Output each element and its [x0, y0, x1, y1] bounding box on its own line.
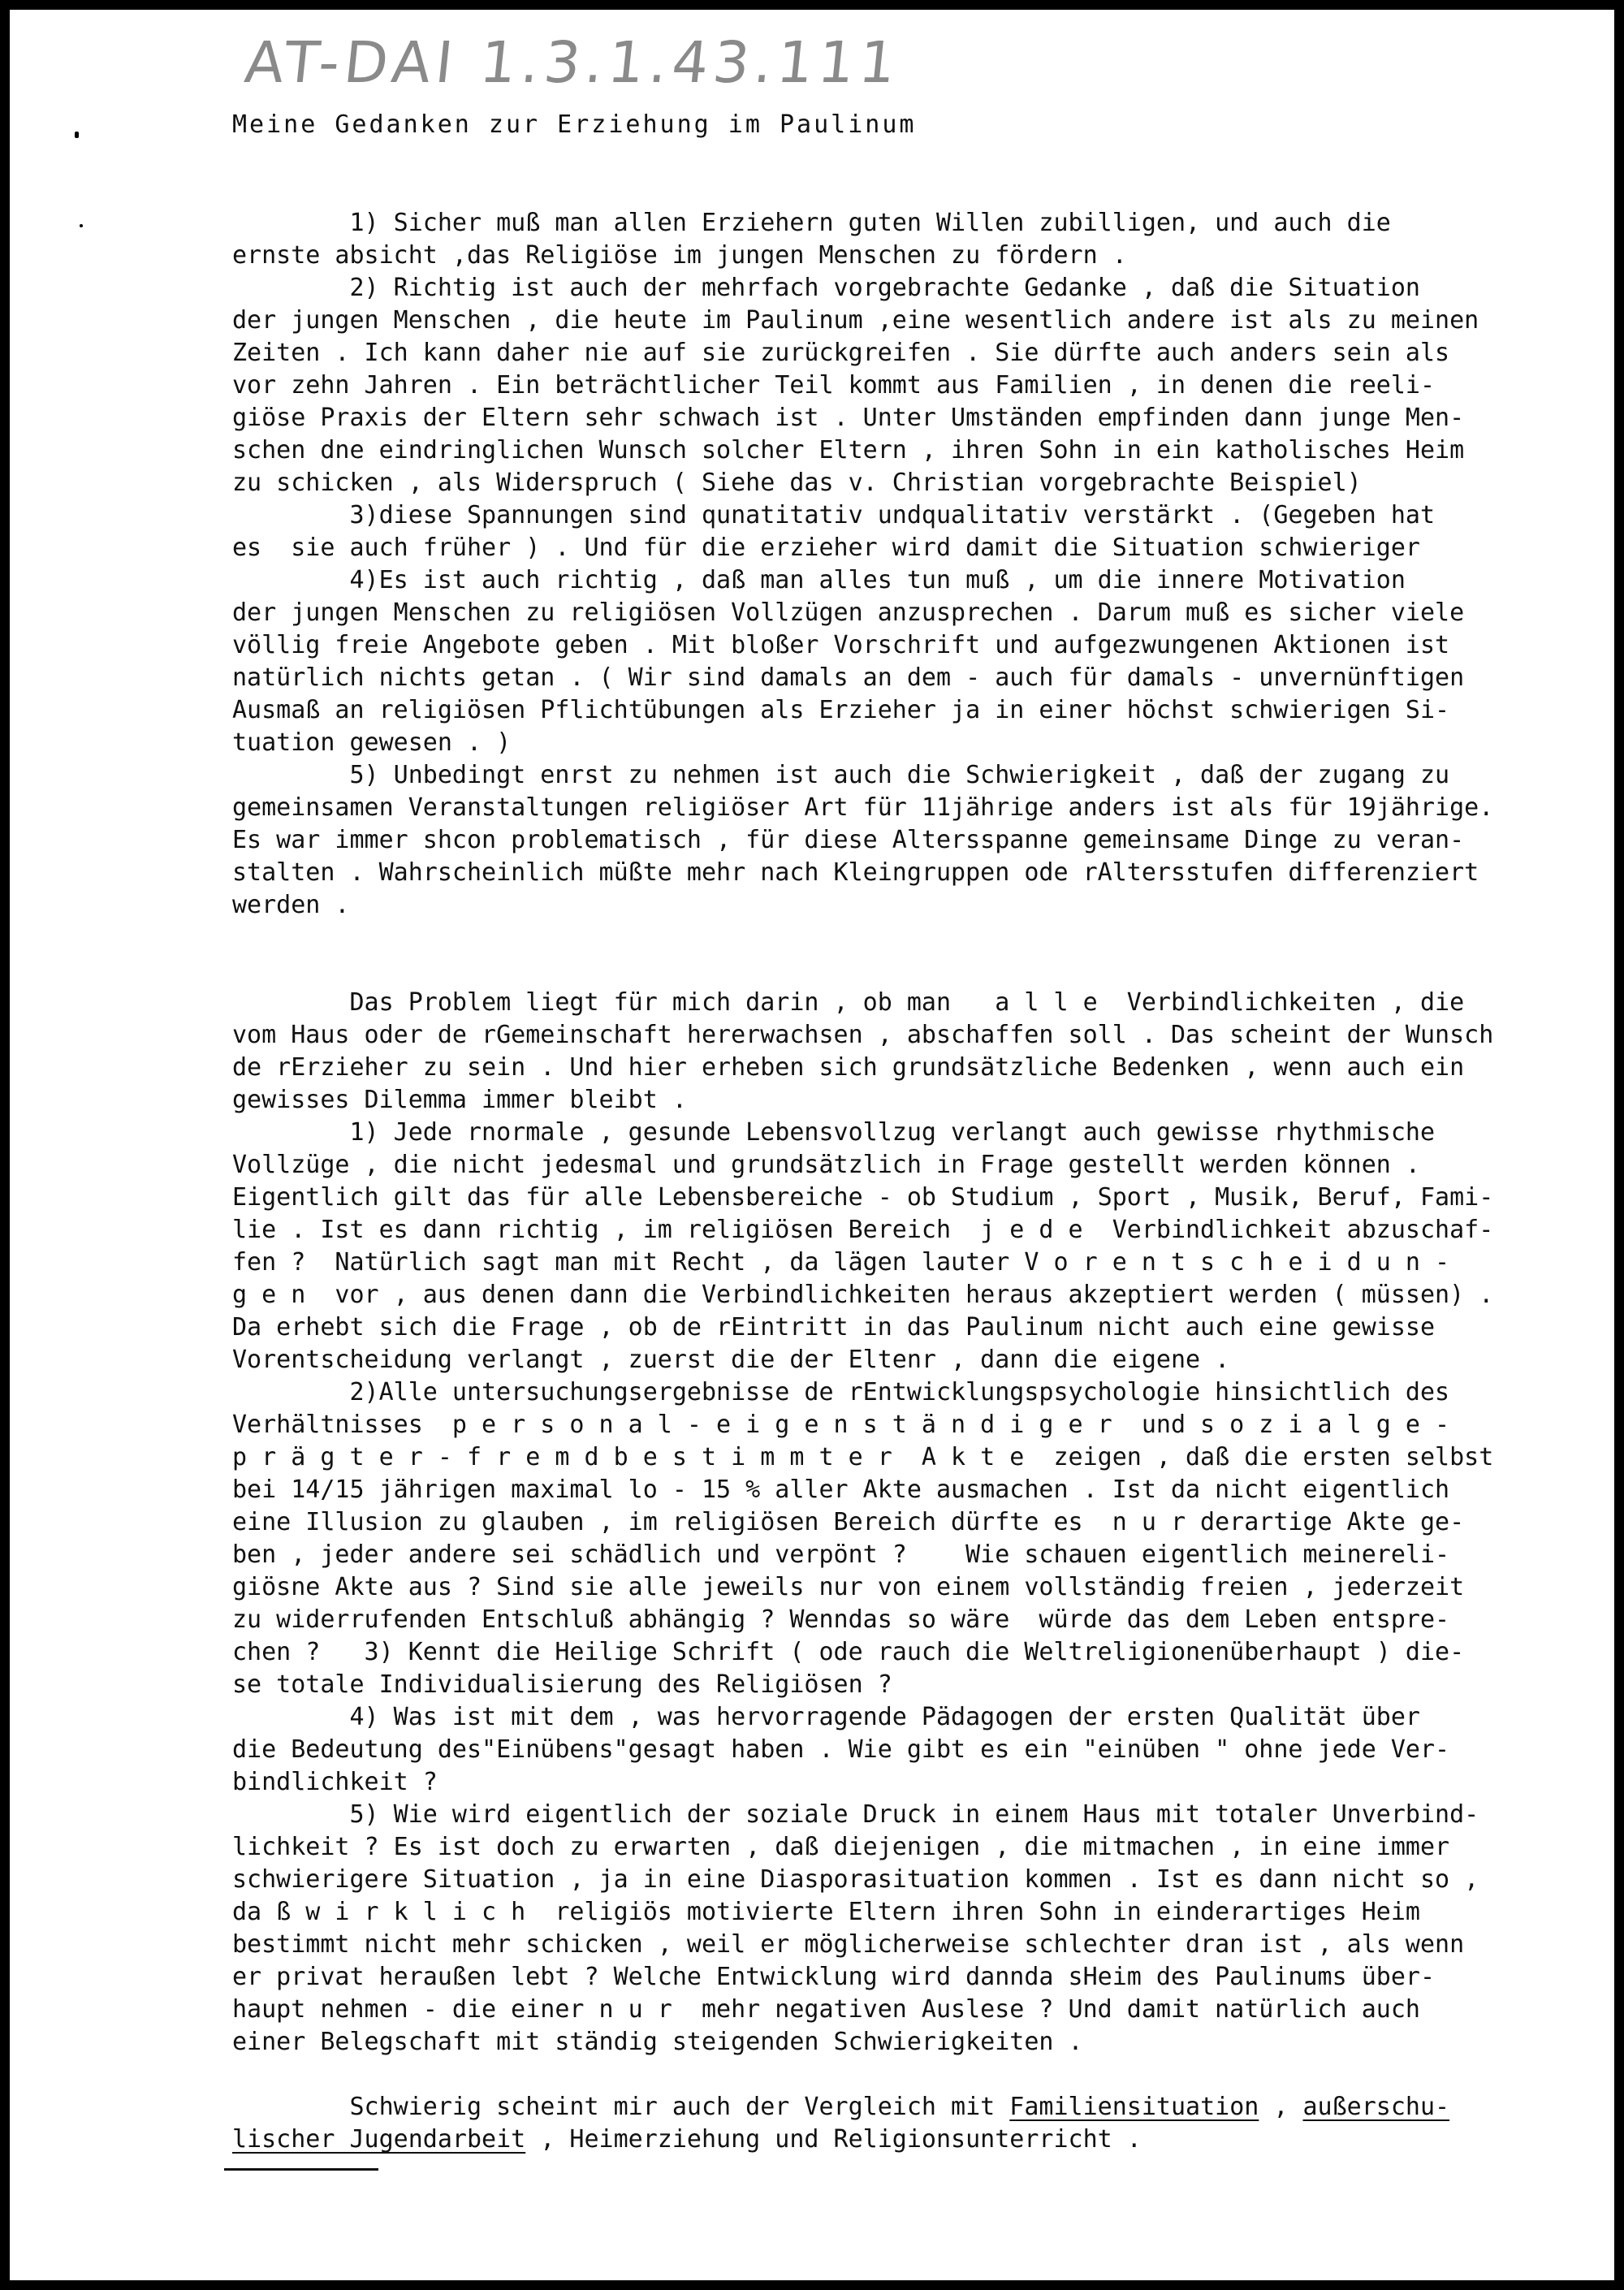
section-gap [232, 2059, 1613, 2091]
text-line: stalten . Wahrscheinlich müßte mehr nach Kleingruppen ode rAltersstufen differenziert [232, 858, 1479, 887]
text-line: vor zehn Jahren . Ein beträchtlicher Teil kommt aus Familien , in denen die reeli- [232, 371, 1436, 400]
text-line: vom Haus oder de rGemeinschaft hererwachsen , abschaffen soll . Das scheint der Wunsch [232, 1021, 1494, 1049]
text-line: eine Illusion zu glauben , im religiösen Bereich dürfte es n u r derartige Akte ge- [232, 1508, 1465, 1536]
text-line: se totale Individualisierung des Religiösen ? [232, 1670, 892, 1699]
text-line: ben , jeder andere sei schädlich und verpönt ? Wie schauen eigentlich meinereli- [232, 1540, 1450, 1569]
text-line: lichkeit ? Es ist doch zu erwarten , daß diejenigen , die mitmachen , in eine immer [232, 1833, 1450, 1861]
underlined-term: außerschu- [1302, 2093, 1450, 2121]
text-line: es sie auch früher ) . Und für die erzieher wird damit die Situation schwieriger [232, 534, 1420, 562]
text-line: fen ? Natürlich sagt man mit Recht , da lägen lauter V o r e n t s c h e i d u n - [232, 1248, 1450, 1277]
text-line: Verhältnisses p e r s o n a l - e i g e n s t ä n d i g e r und s o z i a l g e - [232, 1411, 1450, 1439]
text-line: 5) Unbedingt enrst zu nehmen ist auch die Schwierigkeit , daß der zugang zu [232, 761, 1450, 789]
text-line: einer Belegschaft mit ständig steigenden Schwierigkeiten . [232, 2028, 1083, 2056]
text-line: der jungen Menschen zu religiösen Vollzügen anzusprechen . Darum muß es sicher viele [232, 598, 1465, 627]
text-line: giöse Praxis der Eltern sehr schwach ist . Unter Umständen empfinden dann junge Men- [232, 404, 1465, 432]
text-line: bindlichkeit ? [232, 1768, 438, 1796]
handwritten-stroke [224, 2168, 378, 2171]
text-line: lie . Ist es dann richtig , im religiösen Bereich j e d e Verbindlichkeit abzuschaf- [232, 1216, 1494, 1244]
text-line: Schwierig scheint mir auch der Vergleich mit Familiensituation , außerschu- [232, 2093, 1450, 2121]
text-line: die Bedeutung des"Einübens"gesagt haben . Wie gibt es ein "einüben " ohne jede Ver- [232, 1735, 1450, 1764]
document-body [232, 207, 1613, 2156]
text-line: der jungen Menschen , die heute im Paulinum ,eine wesentlich andere ist als zu meinen [232, 306, 1479, 335]
section-problem [232, 987, 1613, 2059]
text-line: Eigentlich gilt das für alle Lebensbereiche - ob Studium , Sport , Musik, Beruf, Fami- [232, 1183, 1494, 1212]
text-line: bestimmt nicht mehr schicken , weil er möglicherweise schlechter dran ist , als wenn [232, 1930, 1465, 1959]
underlined-term: Familiensituation [1009, 2093, 1259, 2121]
text-line: Vorentscheidung verlangt , zuerst die der Eltenr , dann die eigene . [232, 1346, 1230, 1374]
section-gap [232, 922, 1613, 987]
archive-signature: AT-DAI 1.3.1.43.111 [241, 29, 905, 96]
text-line: Das Problem liegt für mich darin , ob man a l l e Verbindlichkeiten , die [232, 988, 1465, 1017]
text-line: gemeinsamen Veranstaltungen religiöser Art für 11jährige anders ist als für 19jährige. [232, 793, 1494, 822]
section-observations [232, 207, 1613, 922]
text-line: 2)Alle untersuchungsergebnisse de rEntwicklungspsychologie hinsichtlich des [232, 1378, 1450, 1406]
text-line: schen dne eindringlichen Wunsch solcher Eltern , ihren Sohn in ein katholisches Heim [232, 436, 1465, 464]
text-line: ernste absicht ,das Religiöse im jungen Menschen zu fördern . [232, 241, 1127, 270]
text-line: Vollzüge , die nicht jedesmal und grundsätzlich in Frage gestellt werden können . [232, 1151, 1420, 1179]
text-line: er privat heraußen lebt ? Welche Entwicklung wird dannda sHeim des Paulinums über- [232, 1963, 1436, 1991]
document-title: Meine Gedanken zur Erziehung im Paulinum [232, 110, 917, 139]
text-line: 4)Es ist auch richtig , daß man alles tun muß , um die innere Motivation [232, 566, 1406, 594]
text-line: 5) Wie wird eigentlich der soziale Druck in einem Haus mit totaler Unverbind- [232, 1800, 1479, 1829]
text-line: 1) Jede rnormale , gesunde Lebensvollzug verlangt auch gewisse rhythmische [232, 1118, 1436, 1147]
section-comparison [232, 2091, 1613, 2156]
text-line: gewisses Dilemma immer bleibt . [232, 1086, 687, 1114]
underlined-term: lischer Jugendarbeit [232, 2125, 526, 2154]
text-line: p r ä g t e r - f r e m d b e s t i m m t e r A k t e zeigen , daß die ersten selbst [232, 1443, 1494, 1471]
text-line: giösne Akte aus ? Sind sie alle jeweils nur von einem vollständig freien , jederzeit [232, 1573, 1465, 1601]
text-line: 4) Was ist mit dem , was hervorragende Pädagogen der ersten Qualität über [232, 1703, 1420, 1731]
text-line: zu widerrufenden Entschluß abhängig ? Wenndas so wäre würde das dem Leben entspre- [232, 1605, 1450, 1634]
text-line: Zeiten . Ich kann daher nie auf sie zurückgreifen . Sie dürfte auch anders sein als [232, 339, 1450, 367]
text-line: 1) Sicher muß man allen Erziehern guten Willen zubilligen, und auch die [232, 209, 1391, 237]
text-line: da ß w i r k l i c h religiös motivierte Eltern ihren Sohn in einderartiges Heim [232, 1898, 1420, 1926]
text-line: Ausmaß an religiösen Pflichtübungen als Erzieher ja in einer höchst schwierigen Si- [232, 696, 1450, 724]
text-line: werden . [232, 891, 350, 919]
text-line: natürlich nichts getan . ( Wir sind damals an dem - auch für damals - unvernünftigen [232, 663, 1465, 692]
text-line: de rErzieher zu sein . Und hier erheben sich grundsätzliche Bedenken , wenn auch ein [232, 1053, 1465, 1082]
text-line: lischer Jugendarbeit , Heimerziehung und Religionsunterricht . [232, 2125, 1142, 2154]
text-line: Da erhebt sich die Frage , ob de rEintritt in das Paulinum nicht auch eine gewisse [232, 1313, 1436, 1342]
margin-mark [75, 132, 79, 138]
text-line: tuation gewesen . ) [232, 728, 512, 757]
text-line: g e n vor , aus denen dann die Verbindlichkeiten heraus akzeptiert werden ( müssen) . [232, 1281, 1494, 1309]
text-line: 3)diese Spannungen sind qunatitativ undqualitativ verstärkt . (Gegeben hat [232, 501, 1436, 529]
text-line: 2) Richtig ist auch der mehrfach vorgebrachte Gedanke , daß die Situation [232, 274, 1420, 302]
margin-mark [80, 224, 83, 227]
text-line: bei 14/15 jährigen maximal lo - 15 % aller Akte ausmachen . Ist da nicht eigentlich [232, 1476, 1450, 1504]
text-line: völlig freie Angebote geben . Mit bloßer Vorschrift und aufgezwungenen Aktionen ist [232, 631, 1450, 659]
text-line: haupt nehmen - die einer n u r mehr negativen Auslese ? Und damit natürlich auch [232, 1995, 1420, 2024]
text-line: Es war immer shcon problematisch , für diese Altersspanne gemeinsame Dinge zu veran- [232, 826, 1465, 854]
text-line: zu schicken , als Widerspruch ( Siehe das v. Christian vorgebrachte Beispiel) [232, 469, 1362, 497]
text-line: chen ? 3) Kennt die Heilige Schrift ( ode rauch die Weltreligionenüberhaupt ) die- [232, 1638, 1465, 1666]
text-line: schwierigere Situation , ja in eine Diasporasituation kommen . Ist es dann nicht so , [232, 1865, 1479, 1894]
